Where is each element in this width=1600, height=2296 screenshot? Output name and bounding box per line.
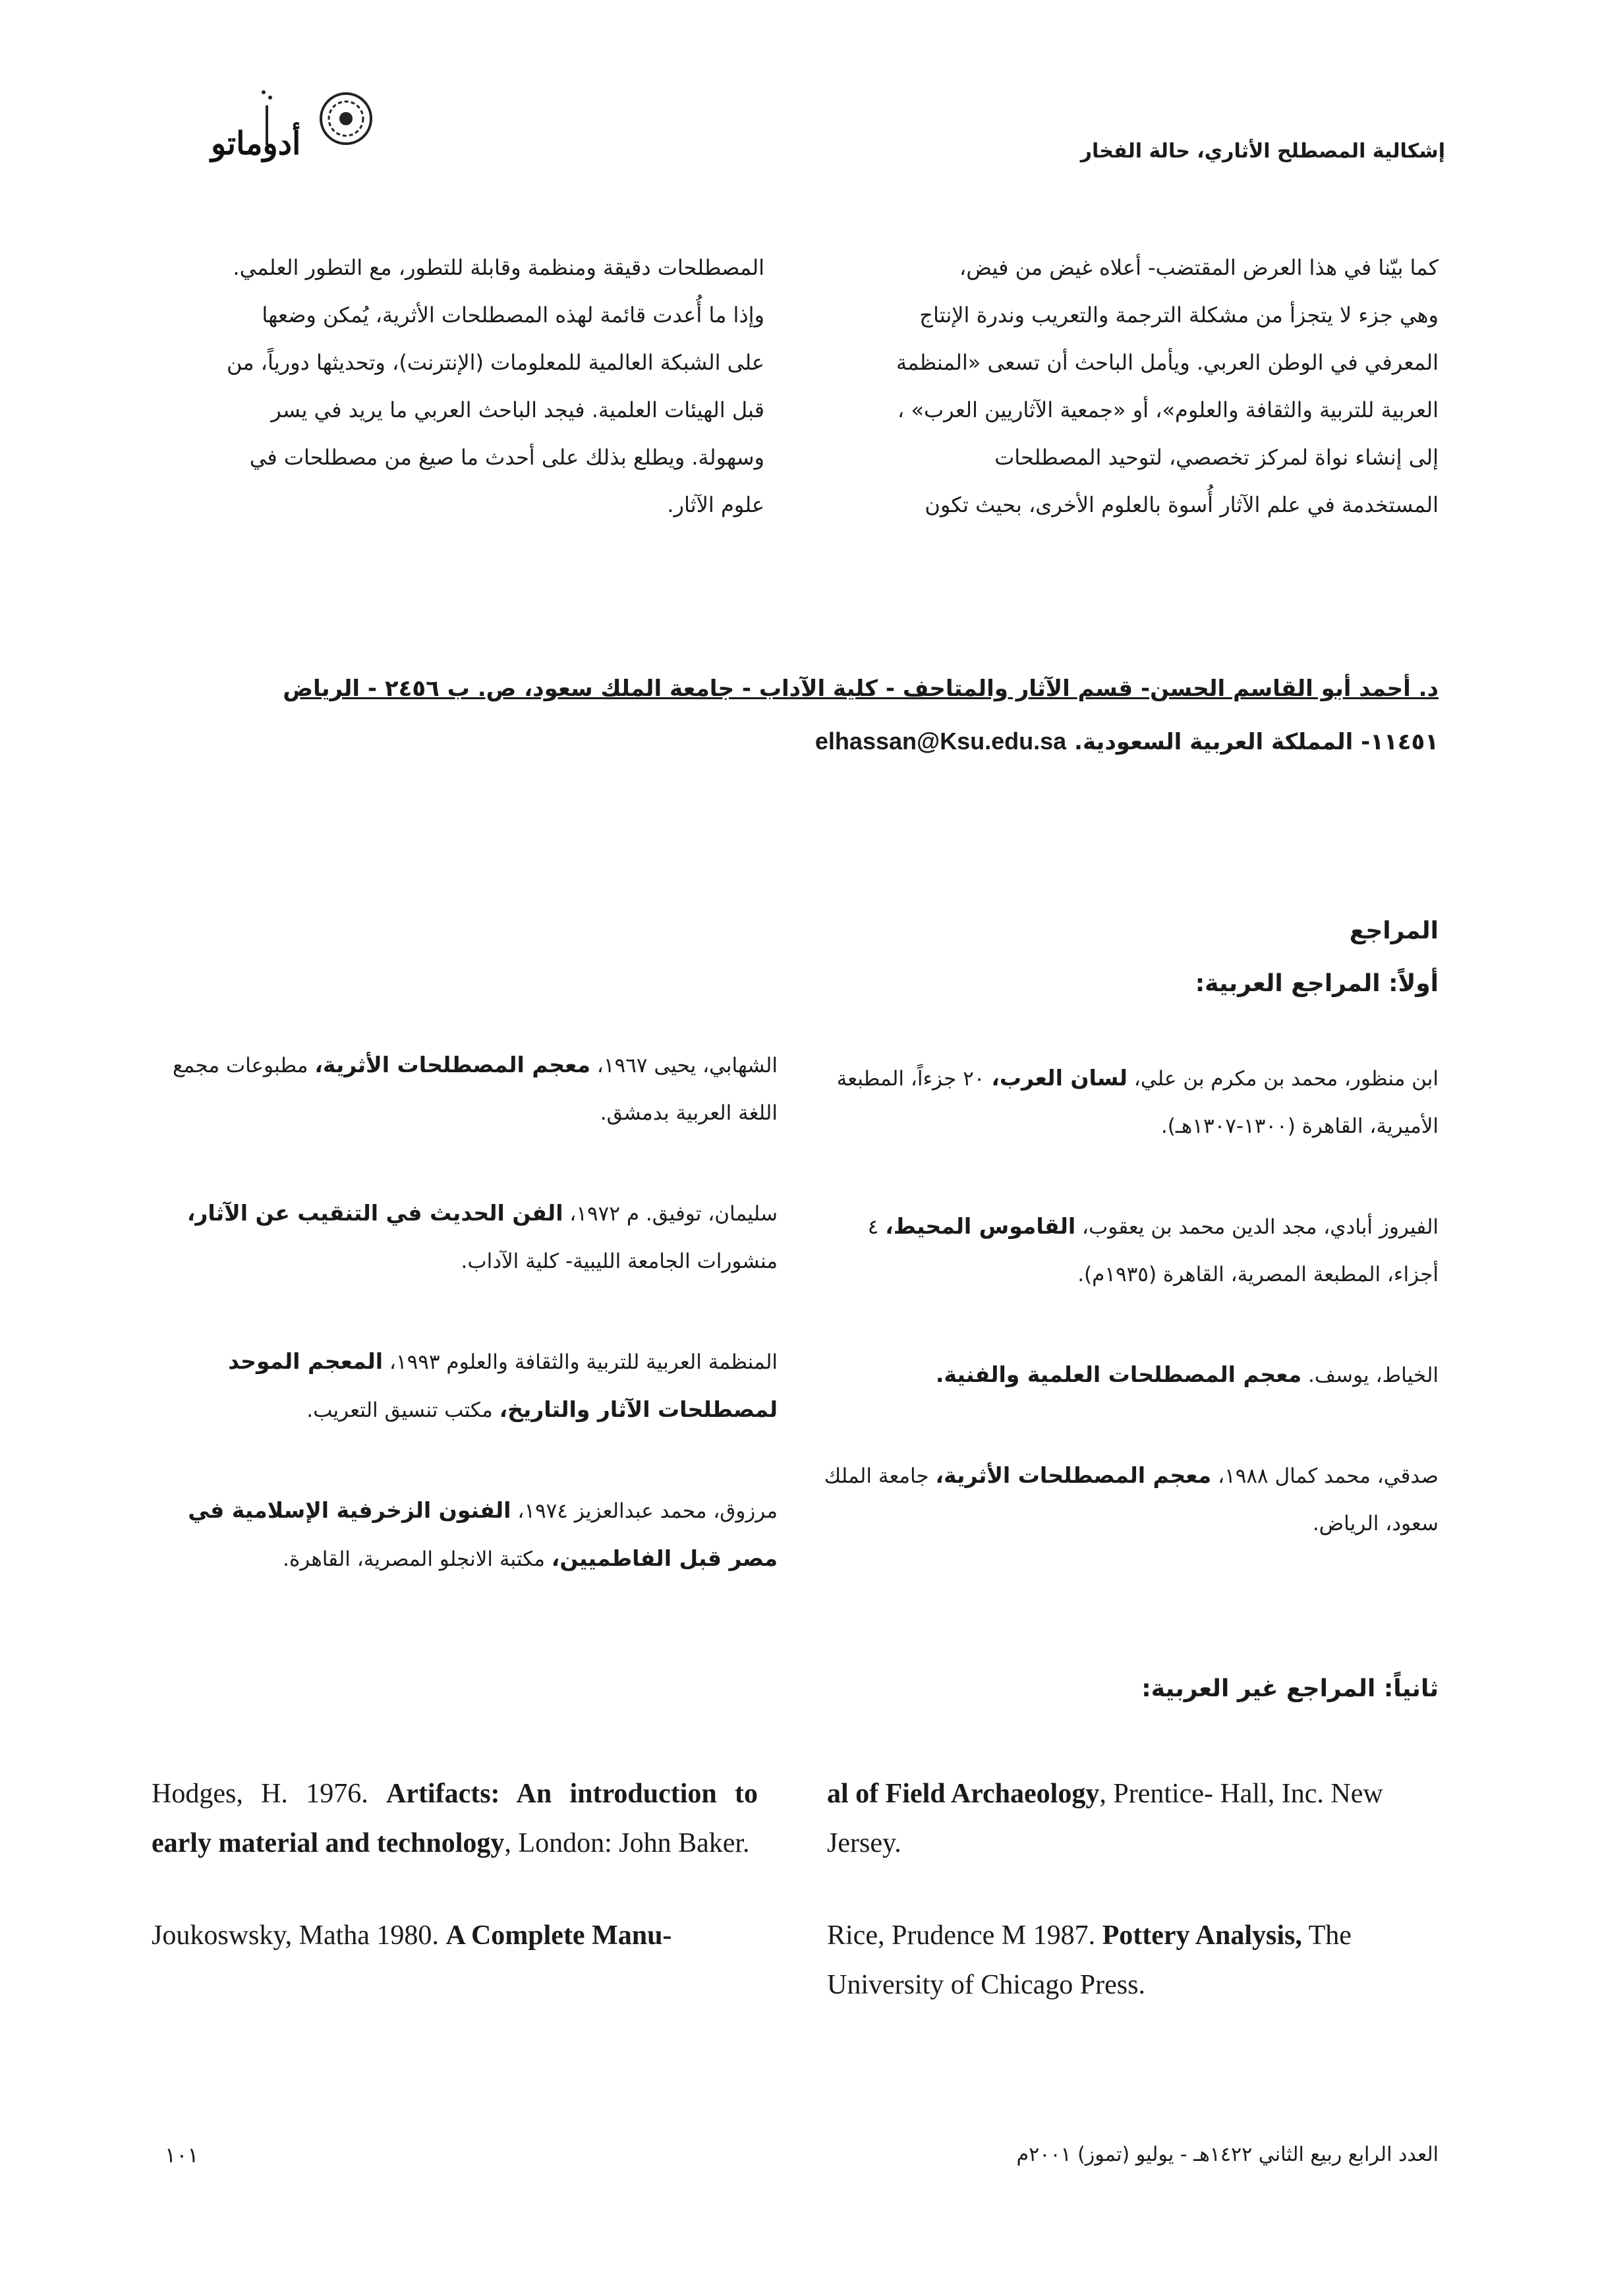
arabic-references-left [152,1041,778,1636]
reference-entry: سليمان، توفيق. م ١٩٧٢، الفن الحديث في التنقيب عن الآثار، منشورات الجامعة الليبية- كلية الآداب. [186,1200,778,1273]
body-line: العربية للتربية والثقافة والعلوم»، أو «جمعية الآثاريين العرب» ، [897,397,1439,422]
reference-entry: المنظمة العربية للتربية والثقافة والعلوم ١٩٩٣، المعجم الموحد لمصطلحات الآثار والتاريخ، مكتب تنسيق التعريب. [228,1348,778,1422]
english-references-right [827,1769,1453,2053]
body-line: إلى إنشاء نواة لمركز تخصصي، لتوحيد المصطلحات [994,445,1439,470]
arabic-references-right [813,1054,1439,1600]
references-heading: المراجع [1349,917,1439,944]
body-line: كما بيّنا في هذا العرض المقتضب- أعلاه غيض من فيض، [959,255,1439,280]
arabic-references-heading: أولاً: المراجع العربية: [1195,970,1439,997]
author-name-line: د. أحمد أبو القاسم الحسن- قسم الآثار والمتاحف - كلية الآداب - جامعة الملك سعود، ص. ب ٢٤٥٦ - الرياض [283,675,1439,702]
body-line: المستخدمة في علم الآثار أُسوة بالعلوم الأخرى، بحيث تكون [925,492,1439,517]
body-line: علوم الآثار. [667,492,764,517]
reference-entry: Joukoswsky, Matha 1980. A Complete Manu- [152,1920,672,1951]
author-country: ١١٤٥١- المملكة العربية السعودية. [1074,729,1439,755]
logo-wordmark: أدوماتو [211,125,301,162]
author-address-line [154,715,1439,768]
body-line: قبل الهيئات العلمية. فيجد الباحث العربي ما يريد في يسر [271,397,764,422]
author-email-link[interactable]: elhassan@Ksu.edu.sa [814,728,1067,755]
author-affiliation [154,662,1439,768]
page-number: ١٠١ [165,2142,199,2167]
reference-entry: ابن منظور، محمد بن مكرم بن علي، لسان العرب، ٢٠ جزءاً، المطبعة الأميرية، القاهرة (١٣٠٠-١٣٠٧هـ). [836,1065,1439,1138]
body-column-left [152,244,764,529]
body-line: على الشبكة العالمية للمعلومات (الإنترنت)، وتحديثها دورياً، من [226,350,764,375]
body-line: وإذا ما أُعدت قائمة لهذه المصطلحات الأثرية، يُمكن وضعها [262,302,764,328]
reference-entry: الشهابي، يحيى ١٩٦٧، معجم المصطلحات الأثرية، مطبوعات مجمع اللغة العربية بدمشق. [173,1052,778,1125]
running-header-title: إشكالية المصطلح الأثاري، حالة الفخار [1080,140,1445,163]
body-line: المصطلحات دقيقة ومنظمة وقابلة للتطور، مع التطور العلمي. [233,255,764,280]
footer-issue-info: العدد الرابع ربيع الثاني ١٤٢٢هـ - يوليو (تموز) ٢٠٠١م [1016,2143,1439,2166]
body-line: وسهولة. ويطلع بذلك على أحدث ما صيغ من مصطلحات في [249,445,764,470]
non-arabic-references-heading: ثانياً: المراجع غير العربية: [1141,1675,1439,1702]
reference-entry: مرزوق، محمد عبدالعزيز ١٩٧٤، الفنون الزخرفية الإسلامية في مصر قبل الفاطميين، مكتبة الانجلو المصرية، القاهرة. [188,1497,778,1571]
body-line: وهي جزء لا يتجزأ من مشكلة الترجمة والتعريب وندرة الإنتاج [919,302,1439,328]
reference-entry: Hodges, H. 1976. Artifacts: An introduction to early material and technology, London: John Baker. [152,1779,758,1858]
body-line: المعرفي في الوطن العربي. ويأمل الباحث أن تسعى «المنظمة [896,350,1439,375]
reference-entry: الفيروز أبادي، مجد الدين محمد بن يعقوب، القاموس المحيط، ٤ أجزاء، المطبعة المصرية، القاهرة (١٩٣٥م). [867,1213,1439,1286]
reference-entry: Rice, Prudence M 1987. Pottery Analysis, The University of Chicago Press. [827,1920,1352,2000]
reference-entry: صدقي، محمد كمال ١٩٨٨، معجم المصطلحات الأثرية، جامعة الملك سعود، الرياض. [824,1462,1439,1535]
english-references-left [152,1769,758,2003]
reference-entry: الخياط، يوسف. معجم المصطلحات العلمية والفنية. [935,1362,1439,1387]
reference-entry: al of Field Archaeology, Prentice- Hall, Inc. New Jersey. [827,1779,1383,1858]
body-column-right [826,244,1439,529]
journal-logo [198,72,395,178]
